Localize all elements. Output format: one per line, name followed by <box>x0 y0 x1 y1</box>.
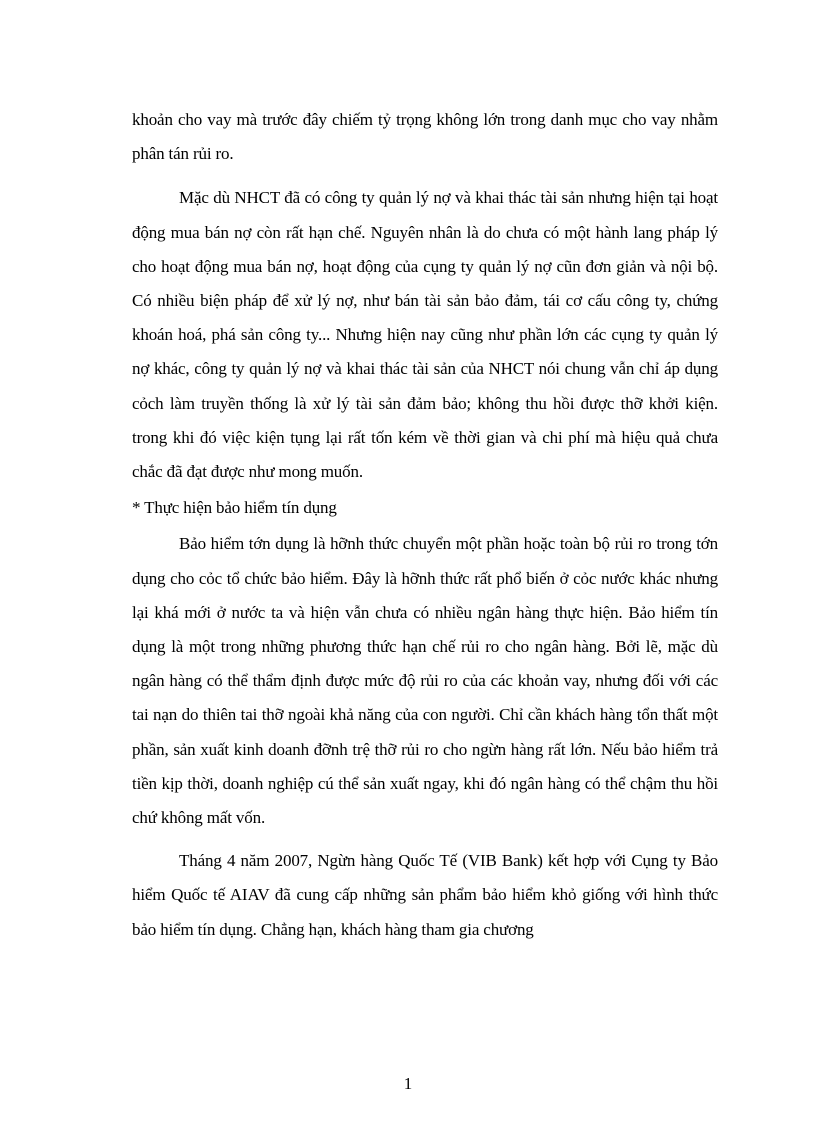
document-body <box>132 103 718 947</box>
paragraph-credit-insurance: Bảo hiểm tớn dụng là hỡnh thức chuyển một phần hoặc toàn bộ rủi ro trong tớn dụng cho cỏc tổ chức bảo hiểm. Đây là hỡnh thức rất phổ biến ở cỏc nước khác nhưng lại khá mới ở nước ta và hiện vẫn chưa có nhiều ngân hàng thực hiện. Bảo hiểm tín dụng là một trong những phương thức hạn chế rủi ro cho ngân hàng. Bởi lẽ, mặc dù ngân hàng có thể thẩm định được mức độ rủi ro của các khoản vay, nhưng đối với các tai nạn do thiên tai thỡ ngoài khả năng của con người. Chỉ cần khách hàng tổn thất một phần, sản xuất kinh doanh đỡnh trệ thỡ rủi ro cho ngừn hàng rất lớn. Nếu bảo hiểm trả tiền kịp thời, doanh nghiệp cú thể sản xuất ngay, khi đó ngân hàng có thể chậm thu hồi chứ không mất vốn. <box>132 534 718 828</box>
paragraph-vib-bank: Tháng 4 năm 2007, Ngừn hàng Quốc Tế (VIB Bank) kết hợp với Cụng ty Bảo hiểm Quốc tế AIAV đã cung cấp những sản phẩm bảo hiểm khỏ giống với hình thức bảo hiểm tín dụng. Chẳng hạn, khách hàng tham gia chương <box>132 851 718 939</box>
section-heading-credit-insurance: * Thực hiện bảo hiểm tín dụng <box>132 498 337 518</box>
page-number: 1 <box>403 1074 413 1093</box>
paragraph-debt-management: Mặc dù NHCT đã có công ty quản lý nợ và khai thác tài sản nhưng hiện tại hoạt động mua bán nợ còn rất hạn chế. Nguyên nhân là do chưa có một hành lang pháp lý cho hoạt động mua bán nợ, hoạt động của cụng ty quản lý nợ cũn đơn giản và nội bộ. Có nhiều biện pháp để xử lý nợ, như bán tài sản bảo đảm, tái cơ cấu công ty, chứng khoán hoá, phá sản công ty... Nhưng hiện nay cũng như phần lớn các cụng ty quản lý nợ khác, công ty quản lý nợ và khai thác tài sản của NHCT nói chung vẫn chỉ áp dụng cỏch làm truyền thống là xử lý tài sản đảm bảo; không thu hồi được thỡ khởi kiện. trong khi đó việc kiện tụng lại rất tốn kém về thời gian và chi phí mà hiệu quả chưa chắc đã đạt được như mong muốn. <box>132 188 718 482</box>
paragraph-continuation: khoản cho vay mà trước đây chiếm tỷ trọng không lớn trong danh mục cho vay nhằm phân tán rủi ro. <box>132 110 718 164</box>
